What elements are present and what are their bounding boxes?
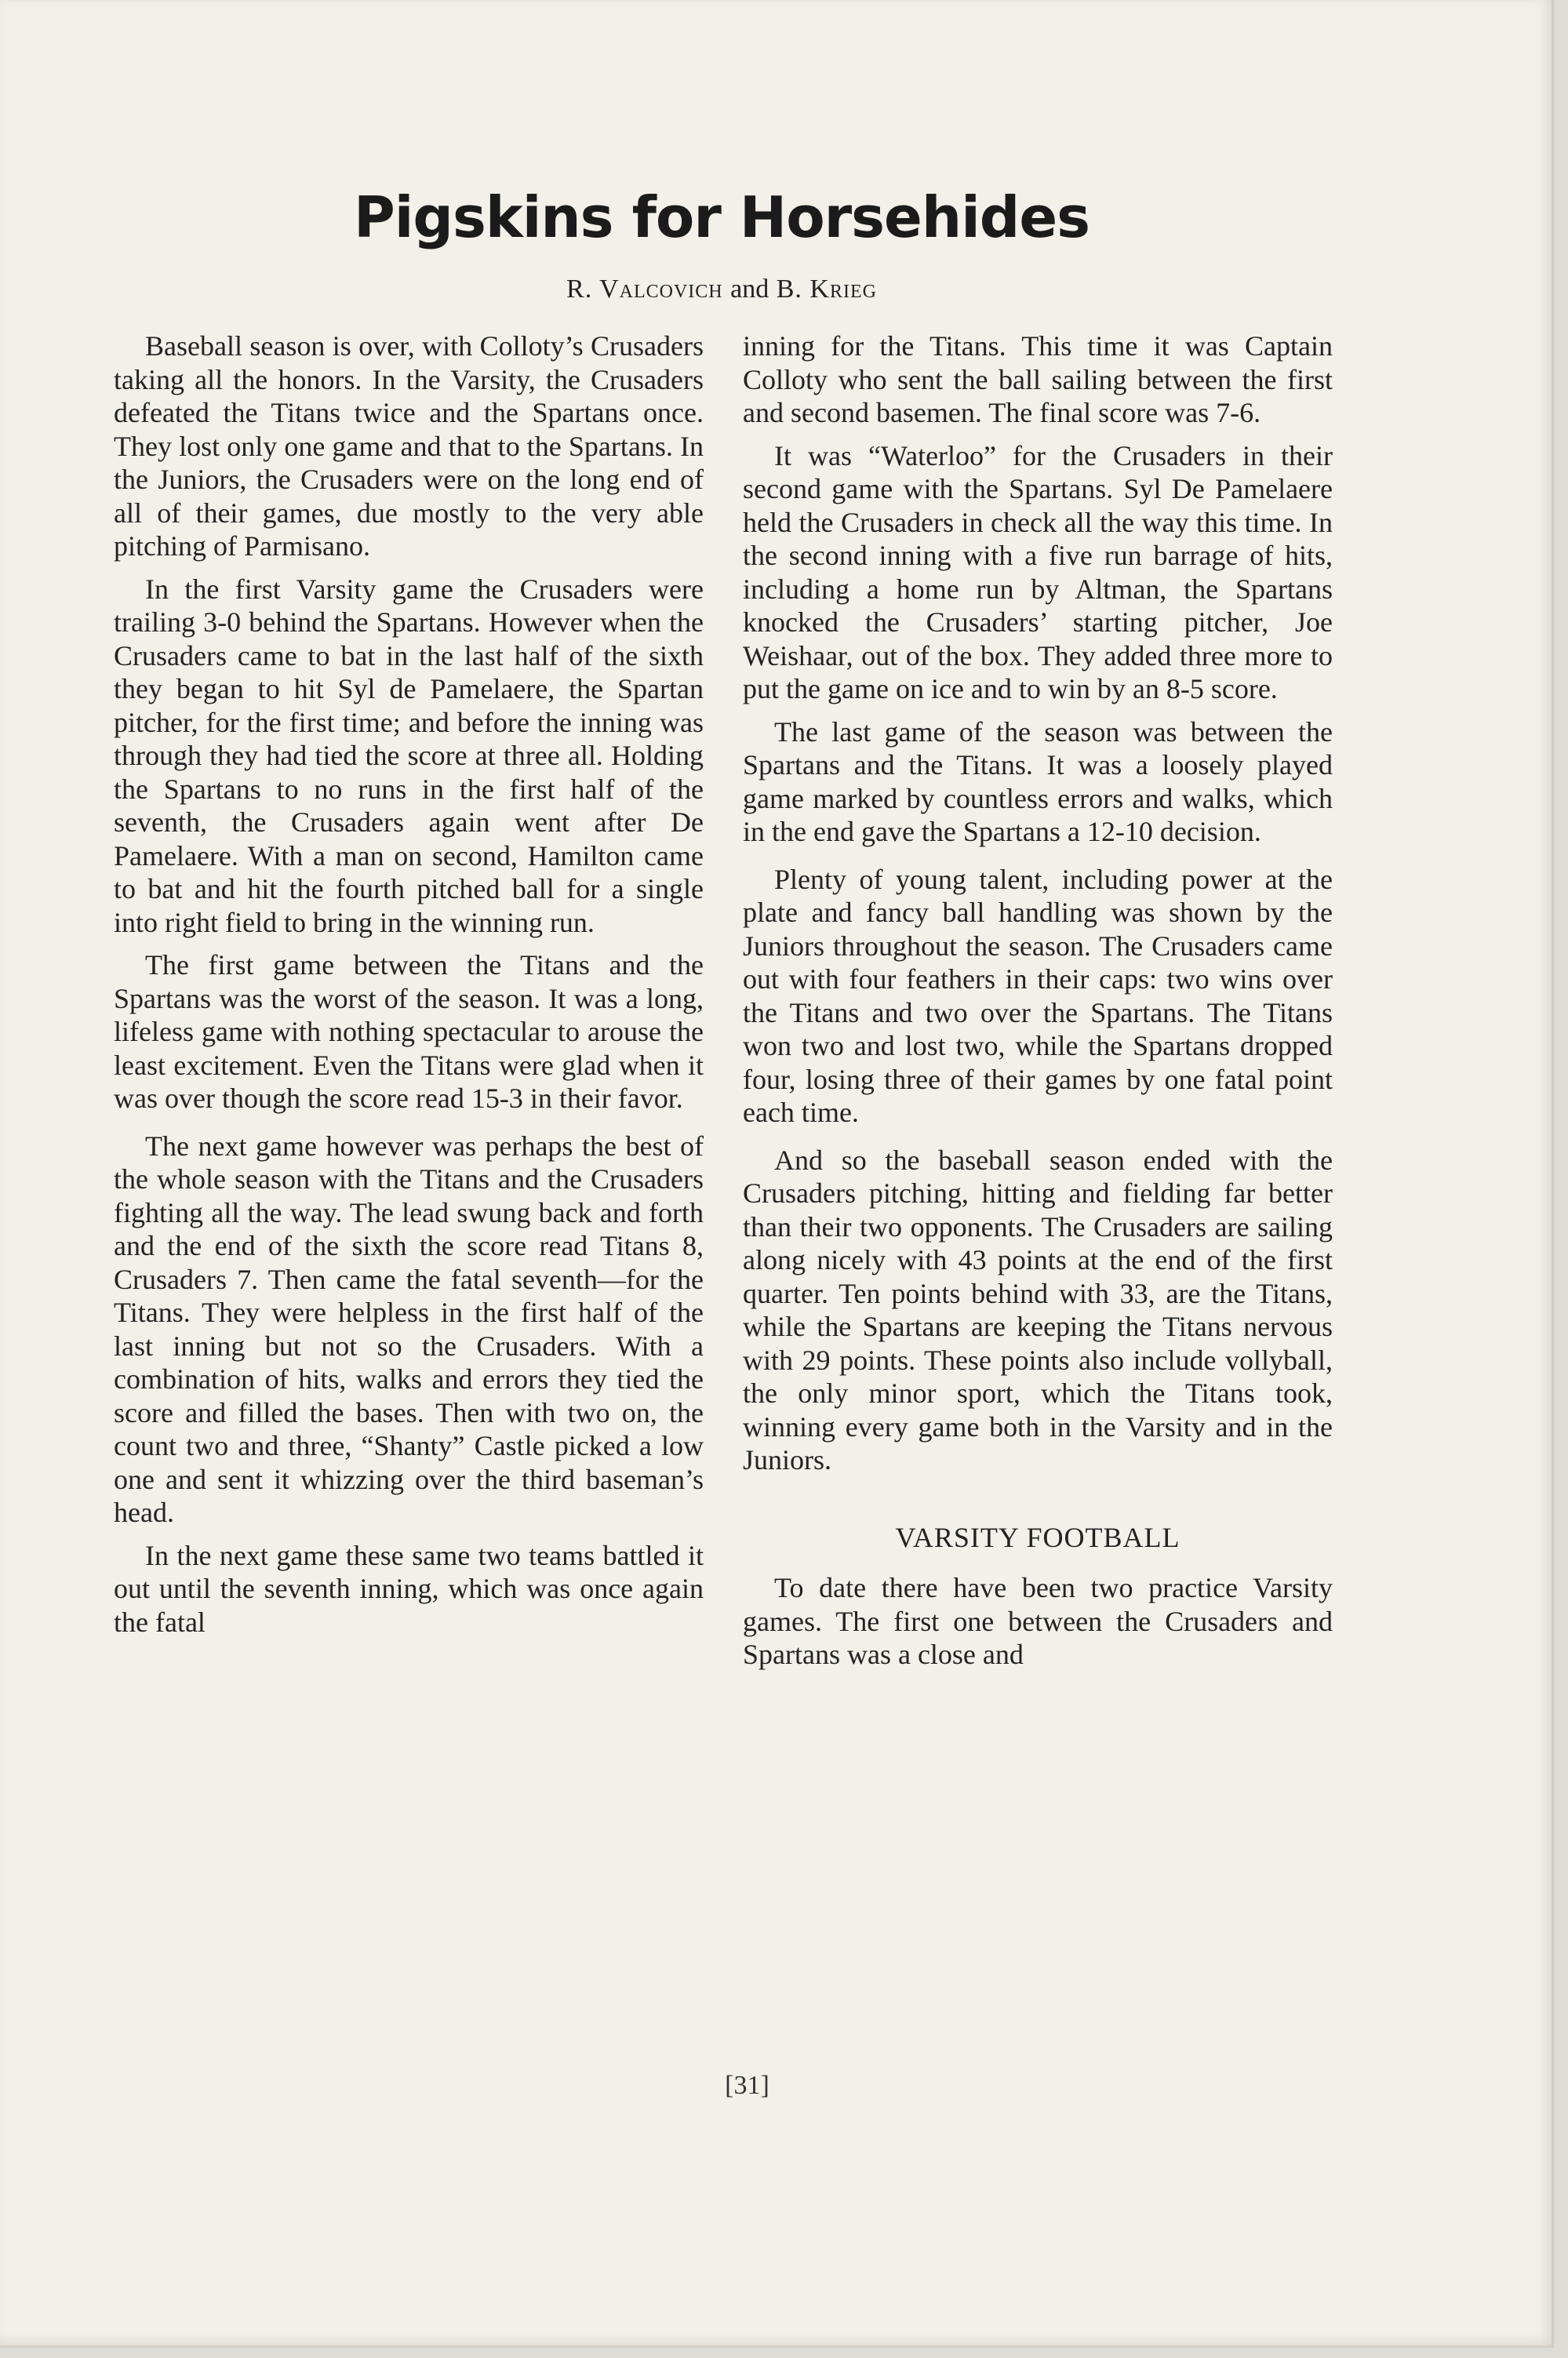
- section-heading: VARSITY FOOTBALL: [895, 1521, 1181, 1553]
- left-column: [114, 329, 704, 1648]
- paragraph: Plenty of young talent, including power at the plate and fancy ball handling was shown by the Juniors throughout the season. The Crusaders came out with four feathers in their caps: two wins over the Titans and two over the Spartans. The Titans won two and lost two, while the Spartans dropped four, losing three of their games by one fatal point each time.: [743, 863, 1333, 1128]
- paragraph: It was “Waterloo” for the Crusaders in their second game with the Spartans. Syl De Pamelaere held the Crusaders in check all the way this time. In the second inning with a five run barrage of hits, including a home run by Altman, the Spartans knocked the Crusaders’ starting pitcher, Joe Weishaar, out of the box. They added three more to put the game on ice and to win by an 8-5 score.: [743, 439, 1333, 704]
- paragraph: In the first Varsity game the Crusaders were trailing 3-0 behind the Spartans. However when the Crusaders came to bat in the last half of the sixth they began to hit Syl de Pamelaere, the Spartan pitcher, for the first time; and before the inning was through they had tied the score at three all. Holding the Spartans to no runs in the first half of the seventh, the Crusaders again went after De Pamelaere. With a man on second, Hamilton came to bat and hit the fourth pitched ball for a single into right field to bring in the winning run.: [114, 573, 704, 938]
- paragraph: And so the baseball season ended with the Crusaders pitching, hitting and fielding far better than their two opponents. The Crusaders are sailing along nicely with 43 points at the end of the first quarter. Ten points behind with 33, are the Titans, while the Spartans are keeping the Titans nervous with 29 points. These points also include vollyball, the only minor sport, which the Titans took, winning every game both in the Varsity and in the Juniors.: [743, 1144, 1333, 1476]
- paragraph: Baseball season is over, with Colloty’s Crusaders taking all the honors. In the Varsity, the Crusaders defeated the Titans twice and the Spartans once. They lost only one game and that to the Spartans. In the Juniors, the Crusaders were on the long end of all of their games, due mostly to the very able pitching of Parmisano.: [114, 330, 704, 562]
- paragraph: The last game of the season was between the Spartans and the Titans. It was a loosely played game marked by countless errors and walks, which in the end gave the Spartans a 12-10 decision.: [743, 715, 1333, 847]
- paragraph: The first game between the Titans and the Spartans was the worst of the season. It was a long, lifeless game with nothing spectacular to arouse the least excitement. Even the Titans were glad when it was over though the score read 15-3 in their favor.: [114, 949, 704, 1114]
- byline-author-2: B. Krieg: [776, 275, 877, 304]
- byline-author-1: R. Valcovich: [566, 275, 723, 304]
- paragraph: The next game however was perhaps the best of the whole season with the Titans and the Crusaders fighting all the way. The lead swung back and forth and the end of the sixth the score read Titans 8, Crusaders 7. Then came the fatal seventh—for the Titans. They were helpless in the first half of the last inning but not so the Crusaders. With a combination of hits, walks and errors they tied the score and filled the bases. Then with two on, the count two and three, “Shanty” Castle picked a low one and sent it whizzing over the third baseman’s head.: [114, 1130, 704, 1528]
- paragraph: To date there have been two practice Varsity games. The first one between the Crusaders and Spartans was a close and: [743, 1572, 1333, 1670]
- right-column: [743, 329, 1333, 1681]
- paragraph: In the next game these same two teams battled it out until the seventh inning, which was once again the fatal: [114, 1539, 704, 1638]
- paragraph: inning for the Titans. This time it was Captain Colloty who sent the ball sailing between the first and second basemen. The final score was 7-6.: [743, 330, 1333, 428]
- byline-conjunction: and: [730, 275, 769, 304]
- article-byline: [0, 275, 1443, 304]
- page-number: [31]: [725, 2071, 769, 2100]
- article-title: Pigskins for Horsehides: [353, 184, 1090, 250]
